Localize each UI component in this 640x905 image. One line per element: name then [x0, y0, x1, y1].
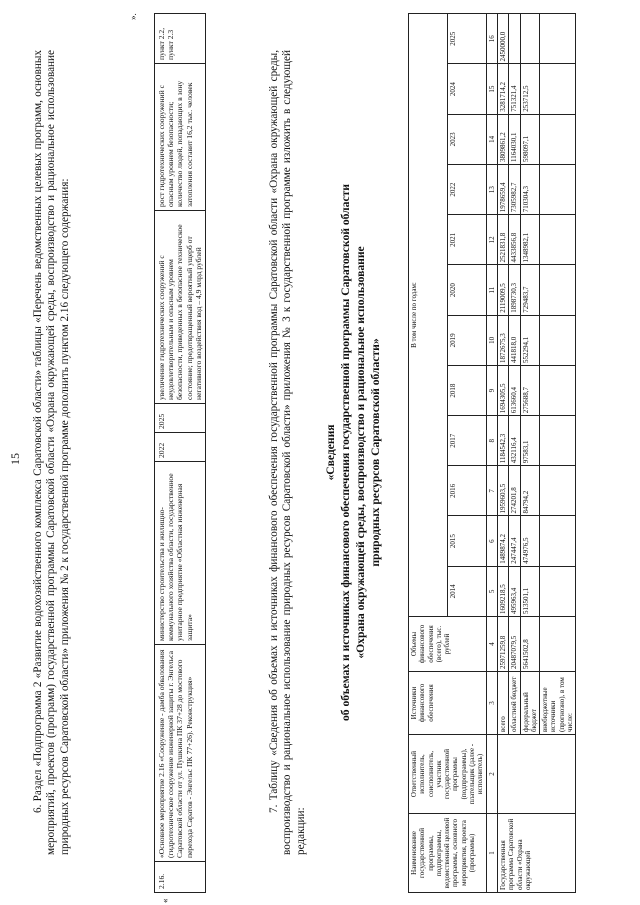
year-header: 2023 [447, 114, 486, 164]
col-number: 13 [486, 164, 497, 214]
col-number: 16 [486, 14, 497, 64]
paragraph-6-text: 6. Раздел «Подпрограмма 2 «Развитие водохозяйственного комплекса Саратовской области» таблицы «Перечень ведомственных целевых программ, основных мероприятий, проектов (программ) государственной программы Саратовской области «Охрана окружающей среды, воспроизводство и рациональное использование природных ресурсов Саратовской области» приложения № 2 к государственной программе дополнить пунктом 2.16 следующего содержания: [32, 50, 71, 855]
year-header: 2015 [447, 516, 486, 566]
total-cell: 5641502,8 [520, 617, 540, 672]
program-name-cell: Государственная программа Саратовской области «Охрана окружающей [497, 814, 575, 893]
value-cell [520, 14, 540, 64]
heading-line-3: «Охрана окружающей среды, воспроизводство и рациональное использование [354, 246, 367, 659]
open-quote-mark: « [160, 898, 170, 903]
paragraph-7-text: 7. Таблицу «Сведения об объемах и источниках финансового обеспечения государственной программы Саратовской области «Охрана окружающей среды, воспроизводство и рациональное использование природных ресурсов Саратовской области» приложения № 3 к государственной программе изложить в следующей редакции: [268, 50, 307, 855]
col-number: 3 [486, 672, 497, 735]
value-cell: 729483,7 [520, 265, 540, 315]
value-cell: 84794,2 [520, 466, 540, 516]
value-cell: 495963,4 [509, 566, 520, 616]
value-cell: 3809861,2 [497, 114, 508, 164]
col-number: 10 [486, 315, 497, 365]
page-number: 15 [8, 453, 22, 465]
year-header: 2022 [447, 164, 486, 214]
value-cell: 4433856,8 [509, 215, 520, 265]
col-number: 2 [486, 735, 497, 814]
value-cell: 1959603,5 [497, 466, 508, 516]
year-header: 2021 [447, 215, 486, 265]
col-number: 8 [486, 416, 497, 466]
executor-cell [497, 735, 575, 814]
header-by-years: В том числе по годам: [409, 14, 448, 617]
year-header: 2025 [447, 14, 486, 64]
value-cell: 1609218,5 [497, 566, 508, 616]
row-216-end-year: 2025 [155, 404, 206, 433]
value-cell: 1184542,3 [497, 416, 508, 466]
value-cell: 552294,1 [520, 315, 540, 365]
value-cell: 2119009,5 [497, 265, 508, 315]
col-number: 5 [486, 566, 497, 616]
year-header: 2024 [447, 64, 486, 114]
value-cell: 432116,4 [509, 416, 520, 466]
value-cell [540, 566, 576, 616]
source-cell: всего [497, 672, 508, 735]
value-cell: 274201,8 [509, 466, 520, 516]
col-number: 1 [486, 814, 497, 893]
col-number: 15 [486, 64, 497, 114]
value-cell: 275688,7 [520, 366, 540, 416]
header-name: Наименование государственной программы, подпрограммы, ведомственной целевой программы, основного мероприятия, проекта (программы) [409, 814, 487, 893]
year-header: 2016 [447, 466, 486, 516]
value-cell: 1694305,5 [497, 366, 508, 416]
value-cell [540, 416, 576, 466]
table-row-216 [154, 13, 206, 893]
year-header: 2017 [447, 416, 486, 466]
value-cell: 710304,3 [520, 164, 540, 214]
column-number-row [486, 14, 497, 893]
heading-line-1: «Сведения [324, 424, 337, 481]
value-cell: 1164030,1 [509, 114, 520, 164]
source-cell: федеральный бюджет [520, 672, 540, 735]
value-cell: 247447,4 [509, 516, 520, 566]
row-216-executor: министерство строительства и жилищно-коммунального хозяйства области, государственное унитарное предприятие «Областная инженерная защита» [155, 462, 206, 645]
row-216-number: 2.16. [155, 862, 206, 893]
value-cell: 1872675,3 [497, 315, 508, 365]
row-216-result: увеличение гидротехнических сооружений с неудовлетворительным и опасным уровнем безопасности, приведенных в безопасное техническое состояние; предотвращенный вероятный ущерб от негативного воздействия вод – 4,9 млрд рублей [155, 211, 206, 404]
heading-line-2: об объемах и источниках финансового обеспечения государственной программы Саратовской области [339, 184, 352, 721]
value-cell [540, 265, 576, 315]
paragraph-7 [268, 50, 308, 855]
value-cell [540, 64, 576, 114]
row-216-points: пункт 2.2, пункт 2.3 [155, 14, 206, 64]
year-header: 2014 [447, 566, 486, 616]
value-cell: 2450000,0 [497, 14, 508, 64]
value-cell: 253712,5 [520, 64, 540, 114]
year-header: 2019 [447, 315, 486, 365]
value-cell: 1898730,3 [509, 265, 520, 315]
col-number: 12 [486, 215, 497, 265]
value-cell: 598097,1 [520, 114, 540, 164]
value-cell [540, 14, 576, 64]
value-cell: 513501,1 [520, 566, 540, 616]
table-row [497, 14, 508, 893]
value-cell [540, 466, 576, 516]
year-header: 2020 [447, 265, 486, 315]
value-cell: 97583,1 [520, 416, 540, 466]
total-cell: 20487079,5 [509, 617, 520, 672]
col-number: 7 [486, 466, 497, 516]
col-number: 4 [486, 617, 497, 672]
row-216-name: «Основное мероприятие 2.16 «Сооружение - дамба обвалования (гидротехническое сооружение инженерной защиты г. Энгельса Саратовской области от ул. Пушкина ПК 37+28 до мостового перехода Саратов - Энгельс ПК 77+26). Реконструкция» [155, 645, 206, 862]
total-cell: 25971259,8 [497, 617, 508, 672]
value-cell [540, 114, 576, 164]
value-cell [540, 315, 576, 365]
source-cell: внебюджетные источники (прогнозно), в том числе: [540, 672, 576, 735]
header-executor: Ответственный исполнитель, соисполнитель, участник государственной программы (подпрограммы), плательщик (далее - исполнитель) [409, 735, 487, 814]
value-cell [540, 516, 576, 566]
paragraph-6 [32, 50, 72, 855]
value-cell: 441818,0 [509, 315, 520, 365]
value-cell: 3281714,2 [497, 64, 508, 114]
total-cell [540, 617, 576, 672]
value-cell: 1489874,2 [497, 516, 508, 566]
value-cell: 1978659,4 [497, 164, 508, 214]
row-216-effect: рост гидротехнических сооружений с опасным уровнем безопасности; количество людей, попадающих в зону затопления составит 16,2 тыс. человек [155, 64, 206, 211]
header-source: Источники финансового обеспечения [409, 672, 487, 735]
source-cell: областной бюджет [509, 672, 520, 735]
value-cell [540, 366, 576, 416]
value-cell: 751321,4 [509, 64, 520, 114]
close-quote-mark: ». [128, 13, 138, 20]
col-number: 14 [486, 114, 497, 164]
col-number: 9 [486, 366, 497, 416]
col-number: 6 [486, 516, 497, 566]
year-header: 2018 [447, 366, 486, 416]
value-cell [540, 164, 576, 214]
value-cell: 613660,4 [509, 366, 520, 416]
header-volume: Объемы финансового обеспечения (всего), тыс. рублей [409, 617, 487, 672]
financing-table [408, 13, 576, 893]
value-cell: 474976,5 [520, 516, 540, 566]
col-number: 11 [486, 265, 497, 315]
row-216-start-year: 2022 [155, 433, 206, 462]
value-cell: 1348982,1 [520, 215, 540, 265]
heading-line-4: природных ресурсов Саратовской области» [369, 338, 382, 567]
value-cell [540, 215, 576, 265]
value-cell [509, 14, 520, 64]
value-cell: 2521831,8 [497, 215, 508, 265]
value-cell: 7305982,7 [509, 164, 520, 214]
